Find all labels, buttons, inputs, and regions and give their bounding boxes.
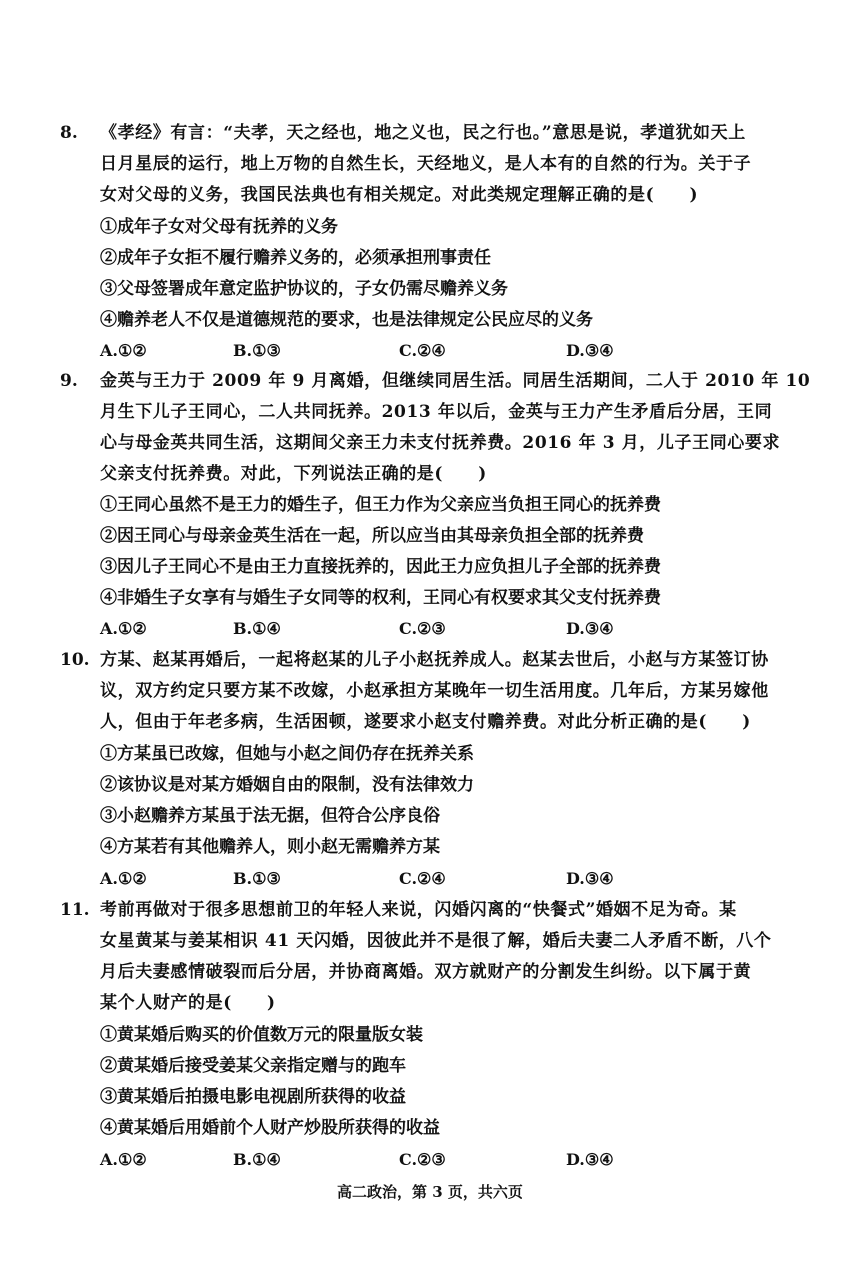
- question-stem-line: 人，但由于年老多病，生活困顿，遂要求小赵支付赡养费。对此分析正确的是( ): [100, 712, 751, 732]
- choice-c[interactable]: C.②③: [399, 619, 446, 638]
- statement-item: ③父母签署成年意定监护协议的，子女仍需尽赡养义务: [100, 279, 508, 299]
- statement-item: ①成年子女对父母有抚养的义务: [100, 217, 338, 237]
- statement-item: ④黄某婚后用婚前个人财产炒股所获得的收益: [100, 1118, 440, 1138]
- choice-d[interactable]: D.③④: [566, 619, 614, 638]
- statement-item: ④方某若有其他赡养人，则小赵无需赡养方某: [100, 837, 440, 857]
- statement-item: ③小赵赡养方某虽于法无据，但符合公序良俗: [100, 806, 440, 826]
- choice-d[interactable]: D.③④: [566, 341, 614, 360]
- choice-b[interactable]: B.①④: [233, 619, 281, 638]
- statement-item: ④非婚生子女享有与婚生子女同等的权利，王同心有权要求其父支付抚养费: [100, 588, 661, 608]
- question-stem-line: 议，双方约定只要方某不改嫁，小赵承担方某晚年一切生活用度。几年后，方某另嫁他: [100, 681, 769, 701]
- question-stem-line: 女星黄某与姜某相识 41 天闪婚，因彼此并不是很了解，婚后夫妻二人矛盾不断，八个: [100, 931, 772, 951]
- choice-a[interactable]: A.①②: [100, 1150, 147, 1169]
- question-stem-line: 考前再做对于很多思想前卫的年轻人来说，闪婚闪离的“快餐式”婚姻不足为奇。某: [100, 900, 737, 920]
- question-number: 11.: [60, 900, 90, 920]
- question-number: 8.: [60, 123, 78, 143]
- choice-b[interactable]: B.①③: [233, 341, 281, 360]
- statement-item: ①黄某婚后购买的价值数万元的限量版女装: [100, 1025, 423, 1045]
- question-stem-line: 月后夫妻感情破裂而后分居，并协商离婚。双方就财产的分割发生纠纷。以下属于黄: [100, 962, 752, 982]
- statement-item: ③黄某婚后拍摄电影电视剧所获得的收益: [100, 1087, 406, 1107]
- statement-item: ①方某虽已改嫁，但她与小赵之间仍存在抚养关系: [100, 744, 474, 764]
- question-stem-line: 月生下儿子王同心，二人共同抚养。2013 年以后，金英与王力产生矛盾后分居，王同: [100, 402, 773, 422]
- choice-c[interactable]: C.②④: [399, 869, 446, 888]
- question-stem-line: 金英与王力于 2009 年 9 月离婚，但继续同居生活。同居生活期间，二人于 2010 年 10: [100, 371, 811, 391]
- statement-item: ④赡养老人不仅是道德规范的要求，也是法律规定公民应尽的义务: [100, 310, 593, 330]
- statement-item: ②因王同心与母亲金英生活在一起，所以应当由其母亲负担全部的抚养费: [100, 526, 644, 546]
- statement-item: ①王同心虽然不是王力的婚生子，但王力作为父亲应当负担王同心的抚养费: [100, 495, 661, 515]
- choice-a[interactable]: A.①②: [100, 341, 147, 360]
- question-stem-line: 心与母金英共同生活，这期间父亲王力未支付抚养费。2016 年 3 月，儿子王同心要求: [100, 433, 781, 453]
- choice-d[interactable]: D.③④: [566, 1150, 614, 1169]
- statement-item: ③因儿子王同心不是由王力直接抚养的，因此王力应负担儿子全部的抚养费: [100, 557, 661, 577]
- statement-item: ②黄某婚后接受姜某父亲指定赠与的跑车: [100, 1056, 406, 1076]
- question-number: 9.: [60, 371, 78, 391]
- choice-a[interactable]: A.①②: [100, 869, 147, 888]
- question-stem-line: 《孝经》有言：“夫孝，天之经也，地之义也，民之行也。”意思是说，孝道犹如天上: [100, 123, 746, 143]
- choice-b[interactable]: B.①④: [233, 1150, 281, 1169]
- question-stem-line: 方某、赵某再婚后，一起将赵某的儿子小赵抚养成人。赵某去世后，小赵与方某签订协: [100, 650, 769, 670]
- question-stem-line: 父亲支付抚养费。对此，下列说法正确的是( ): [100, 464, 487, 484]
- choice-c[interactable]: C.②③: [399, 1150, 446, 1169]
- question-stem-line: 某个人财产的是( ): [100, 993, 276, 1013]
- question-number: 10.: [60, 650, 90, 670]
- statement-item: ②成年子女拒不履行赡养义务的，必须承担刑事责任: [100, 248, 491, 268]
- question-stem-line: 女对父母的义务，我国民法典也有相关规定。对此类规定理解正确的是( ): [100, 185, 699, 205]
- statement-item: ②该协议是对某方婚姻自由的限制，没有法律效力: [100, 775, 474, 795]
- page-footer: 高二政治，第 3 页，共六页: [337, 1183, 523, 1201]
- choice-c[interactable]: C.②④: [399, 341, 446, 360]
- choice-a[interactable]: A.①②: [100, 619, 147, 638]
- choice-d[interactable]: D.③④: [566, 869, 614, 888]
- question-stem-line: 日月星辰的运行，地上万物的自然生长，天经地义，是人本有的自然的行为。关于子: [100, 154, 752, 174]
- choice-b[interactable]: B.①③: [233, 869, 281, 888]
